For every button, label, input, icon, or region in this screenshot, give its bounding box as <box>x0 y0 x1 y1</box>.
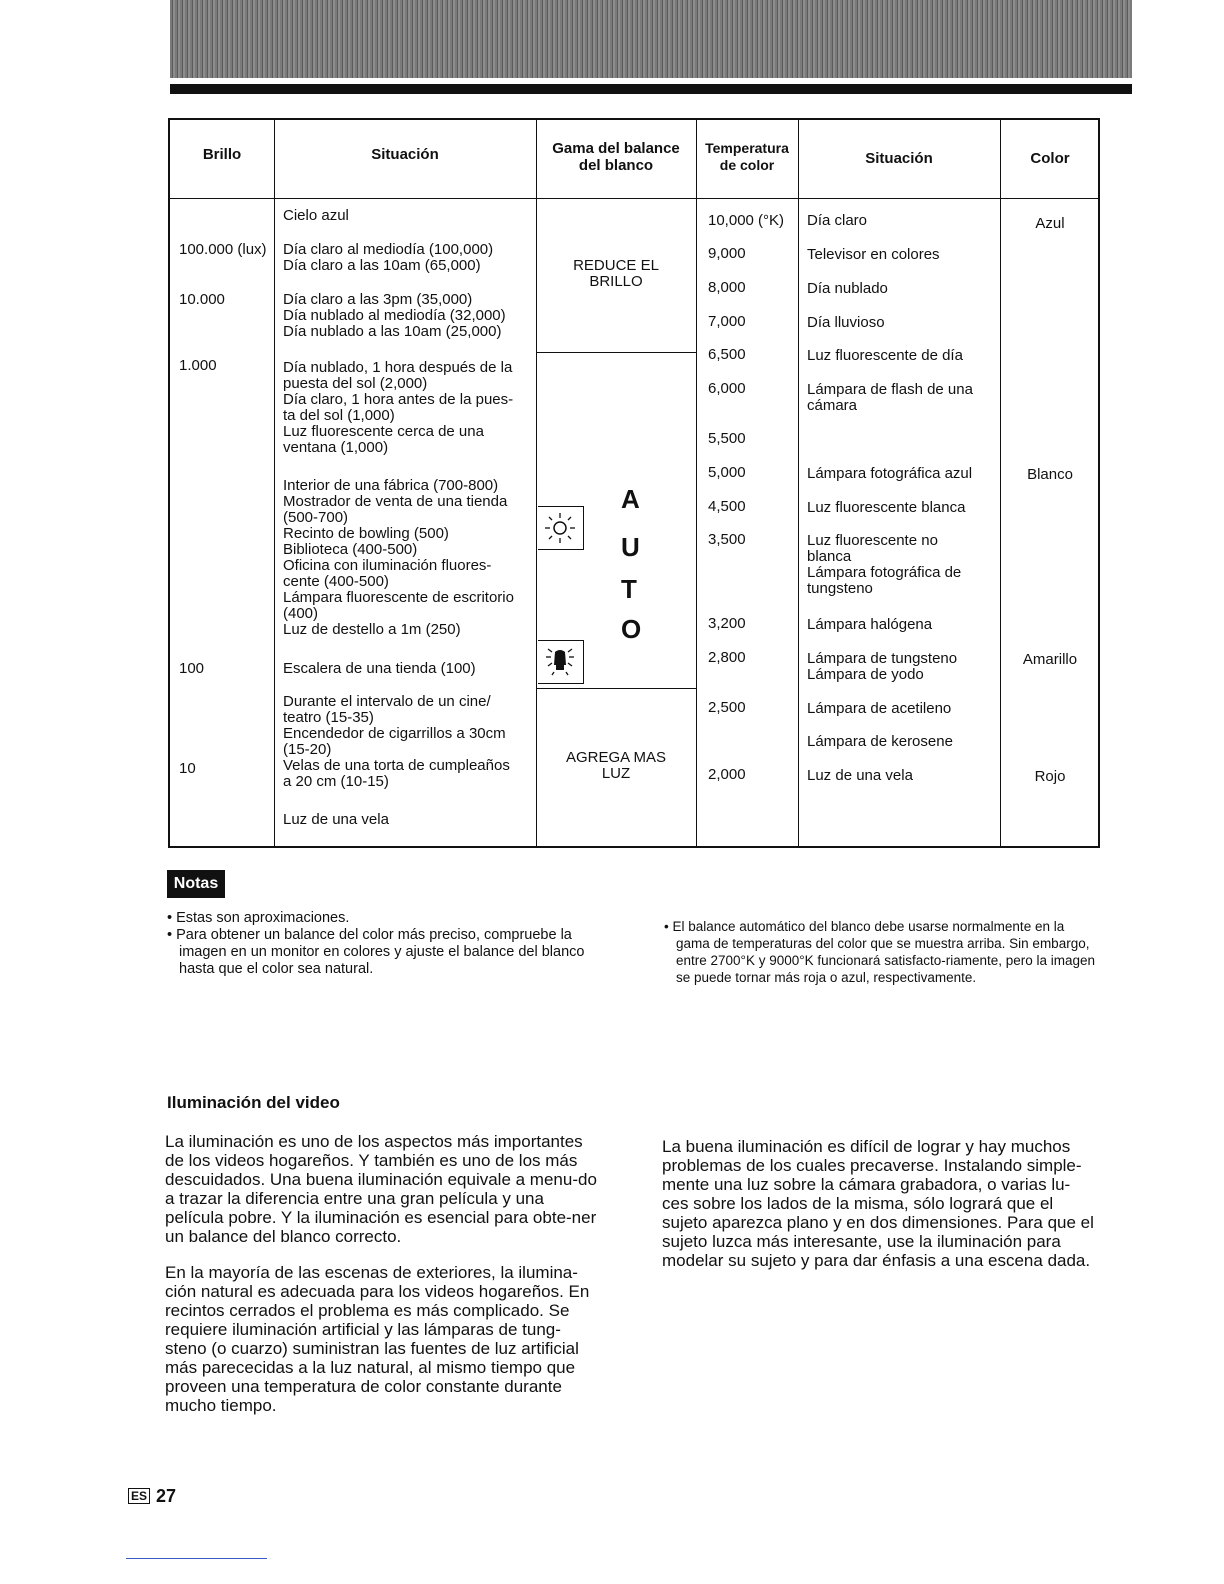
sun-icon <box>542 511 578 545</box>
agrega-luz-label: AGREGA MAS LUZ <box>565 749 667 782</box>
brillo-value: 10.000 <box>179 291 225 308</box>
note-item: • El balance automático del blanco debe usarse normalmente en la gama de temperaturas del color que se muestra arriba. Sin embargo, entre 2700°K y 9000°K funcionará satisfacto-riamente, pero la imagen se puede tornar más roja o azul, respectivamente. <box>664 919 1096 985</box>
brillo-value: 100.000 (lux) <box>179 241 267 258</box>
gama-divider <box>536 688 696 689</box>
temperature-value: 6,500 <box>708 346 746 363</box>
situacion-right-item: Luz fluorescente no blanca Lámpara fotográfica de tungsteno <box>807 532 962 597</box>
situacion-right-item: Luz fluorescente de día <box>807 347 963 364</box>
situacion-item: Interior de una fábrica (700-800) Mostrador de venta de una tienda (500-700) Recinto de bowling (500) Biblioteca (400-500) Oficina con iluminación fluores- cente (400-500) Lámpara fluorescente de escritorio (400) Luz de destello a 1m (250) <box>283 477 514 638</box>
brillo-value: 1.000 <box>179 357 217 374</box>
header-situacion: Situación <box>371 146 439 163</box>
temperature-value: 9,000 <box>708 245 746 262</box>
situacion-right-item: Lámpara de acetileno <box>807 700 952 717</box>
col-divider <box>536 120 537 846</box>
header-brillo: Brillo <box>202 146 242 163</box>
lamp-icon-box <box>538 640 584 684</box>
note-item: • Para obtener un balance del color más preciso, compruebe la imagen en un monitor en colores y ajuste el balance del blanco hasta que el color sea natural. <box>167 927 585 977</box>
temperature-value: 5,500 <box>708 430 746 447</box>
temperature-value: 10,000 (°K) <box>708 212 785 229</box>
temperature-value: 6,000 <box>708 380 746 397</box>
situacion-right-item: Luz fluorescente blanca <box>807 499 966 516</box>
body-paragraph: La buena iluminación es difícil de lograr y hay muchos problemas de los cuales precaverse. Instalando simple-mente una luz sobre la cámara grabadora, o varias lu-ces sobre los lados de la misma, sólo logrará que el sujeto aparezca plano y en dos dimensiones. Para que el sujeto luzca más interesante, use la iluminación para modelar su sujeto y para dar énfasis a una escena dada. <box>662 1137 1094 1270</box>
temperature-value: 5,000 <box>708 464 746 481</box>
lighting-table <box>168 118 1100 848</box>
body-paragraph: En la mayoría de las escenas de exteriores, la ilumina-ción natural es adecuada para los videos hogareños. En recintos cerrados el problema es más complicado. Se requiere iluminación artificial y las lámparas de tung-steno (o cuarzo) suministran las fuentes de luz artificial más parececidas a la luz natural, al mismo tiempo que proveen una temperatura de color constante durante mucho tiempo. <box>165 1263 590 1415</box>
situacion-item: Durante el intervalo de un cine/ teatro (15-35) Encendedor de cigarrillos a 30cm (15-20) Velas de una torta de cumpleaños a 20 cm (10-15) <box>283 693 510 790</box>
col-divider <box>798 120 799 846</box>
notes-badge: Notas <box>167 870 225 898</box>
auto-letter: T <box>621 574 637 604</box>
header-divider <box>170 198 1098 199</box>
temperature-value: 4,500 <box>708 498 746 515</box>
body-paragraph: La iluminación es uno de los aspectos más importantes de los videos hogareños. Y también es uno de los más descuidados. Una buena iluminación equivale a menu-do a trazar la diferencia entre una gran película y una película pobre. Y la iluminación es esencial para obte-ner un balance del blanco correcto. <box>165 1132 597 1246</box>
section-left-column <box>165 1132 601 1432</box>
situacion-right-item: Día lluvioso <box>807 314 885 331</box>
bottom-line <box>126 1558 267 1559</box>
notes-right <box>664 918 1096 986</box>
situacion-right-item: Lámpara halógena <box>807 616 933 633</box>
brillo-value: 10 <box>179 760 196 777</box>
reduce-brillo-label: REDUCE EL BRILLO <box>573 257 659 290</box>
situacion-item: Luz de una vela <box>283 811 389 828</box>
color-label: Amarillo <box>1022 651 1078 668</box>
temperature-value: 3,500 <box>708 531 746 548</box>
situacion-right-item: Lámpara de kerosene <box>807 733 953 750</box>
situacion-item: Día claro al mediodía (100,000) Día claro a las 10am (65,000) <box>283 241 494 274</box>
note-item: • Estas son aproximaciones. <box>167 910 350 926</box>
lamp-icon <box>542 645 578 679</box>
temperature-value: 8,000 <box>708 279 746 296</box>
page-number: 27 <box>156 1486 177 1506</box>
col-divider <box>696 120 697 846</box>
language-badge: ES <box>128 1488 150 1504</box>
header-color: Color <box>1030 150 1070 167</box>
page-footer <box>128 1486 176 1507</box>
temperature-value: 2,000 <box>708 766 746 783</box>
col-divider <box>274 120 275 846</box>
situacion-item: Día nublado, 1 hora después de la puesta del sol (2,000) Día claro, 1 hora antes de la pues- ta del sol (1,000) Luz fluorescente cerca de una ventana (1,000) <box>283 359 514 456</box>
color-label: Rojo <box>1034 768 1066 785</box>
header-situacion-right: Situación <box>865 150 933 167</box>
color-label: Blanco <box>1027 466 1073 483</box>
auto-letter: A <box>621 484 640 514</box>
header-rule <box>170 84 1132 94</box>
situacion-right-item: Lámpara fotográfica azul <box>807 465 973 482</box>
situacion-right-item: Día claro <box>807 212 868 229</box>
situacion-item: Cielo azul <box>283 207 349 224</box>
auto-letter: O <box>621 614 642 644</box>
sun-icon-box <box>538 506 584 550</box>
color-label: Azul <box>1035 215 1065 232</box>
section-right-column <box>662 1137 1094 1287</box>
brillo-value: 100 <box>179 660 205 677</box>
situacion-right-item: Televisor en colores <box>807 246 940 263</box>
temperature-value: 2,500 <box>708 699 746 716</box>
situacion-item: Día claro a las 3pm (35,000) Día nublado al mediodía (32,000) Día nublado a las 10am (25,000) <box>283 291 506 340</box>
situacion-right-item: Día nublado <box>807 280 888 297</box>
temperature-value: 3,200 <box>708 615 746 632</box>
situacion-right-item: Lámpara de tungsteno Lámpara de yodo <box>807 650 958 683</box>
situacion-item: Escalera de una tienda (100) <box>283 660 476 677</box>
notes-left <box>167 910 603 978</box>
temperature-value: 2,800 <box>708 649 746 666</box>
situacion-right-item: Lámpara de flash de una cámara <box>807 381 973 414</box>
situacion-right-item: Luz de una vela <box>807 767 913 784</box>
section-title: Iluminación del video <box>167 1093 340 1112</box>
auto-letter: U <box>621 532 640 562</box>
header-gama: Gama del balance del blanco <box>552 140 680 174</box>
temperature-value: 7,000 <box>708 313 746 330</box>
header-banner <box>170 0 1132 78</box>
header-temperatura: Temperatura de color <box>705 140 789 173</box>
gama-divider <box>536 352 696 353</box>
